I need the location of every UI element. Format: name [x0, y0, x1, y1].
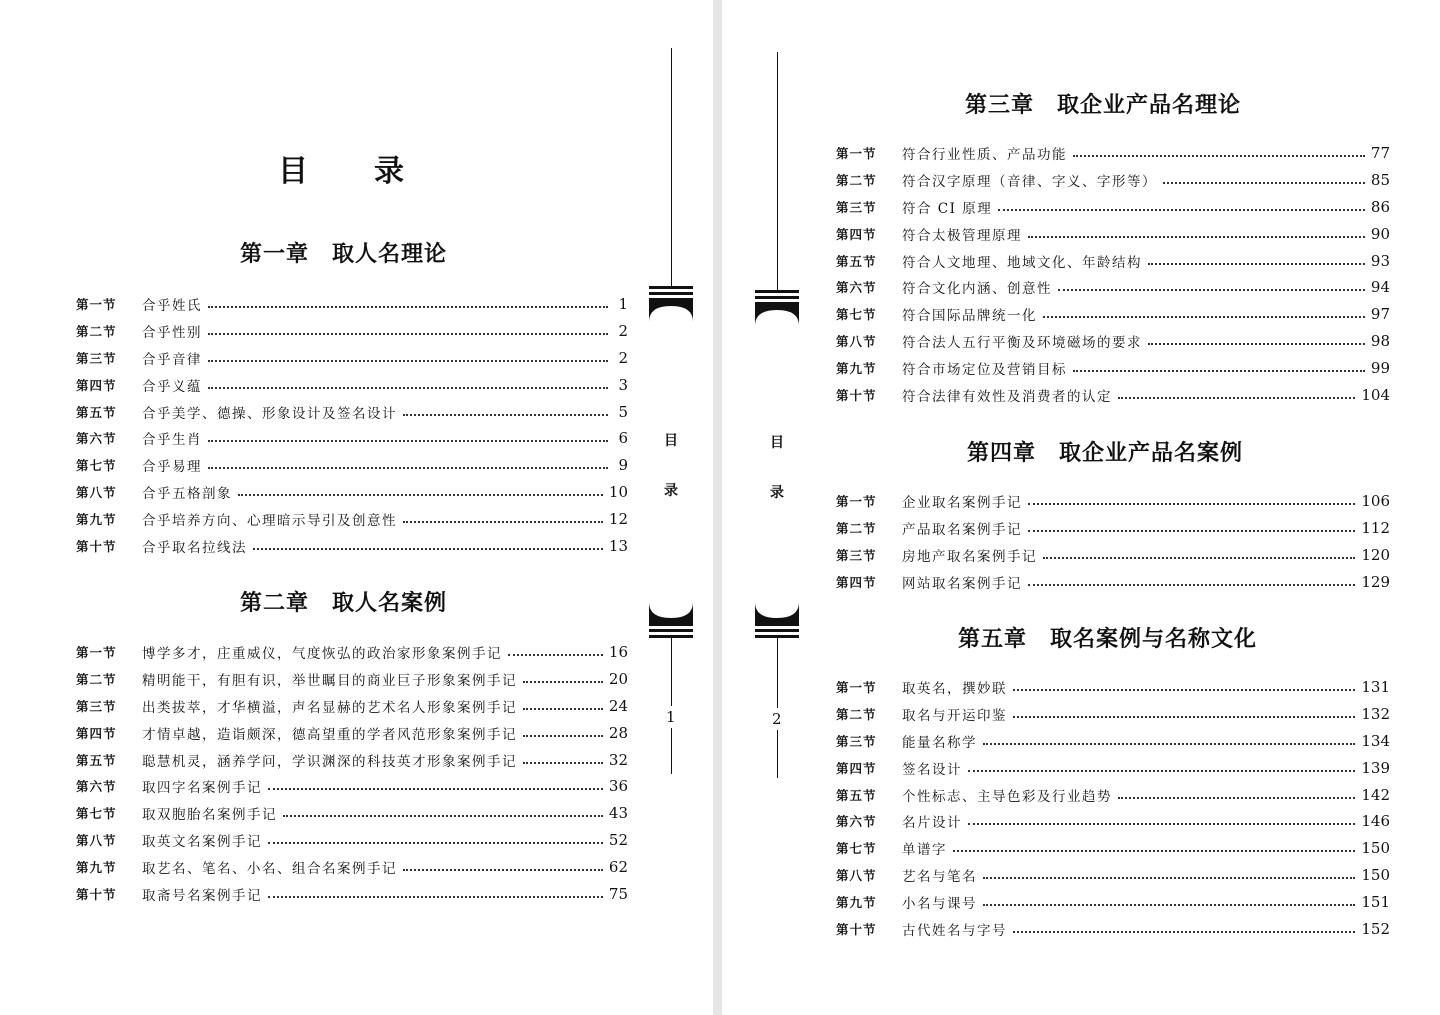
section-page: 90: [1370, 224, 1390, 243]
section-page: 93: [1370, 251, 1390, 270]
section-title: 合乎五格剖象: [142, 485, 232, 502]
section-page: 62: [608, 857, 628, 876]
dot-leader: [1043, 316, 1365, 318]
section-number: 第三节: [76, 698, 117, 714]
section-title: 符合法人五行平衡及环境磁场的要求: [902, 334, 1142, 351]
side-label: 录: [664, 483, 678, 499]
ornament-bracket-top: [754, 290, 800, 326]
dot-leader: [1028, 503, 1355, 505]
toc-list: [76, 639, 628, 907]
section-page: 97: [1370, 305, 1390, 324]
toc-entry: [836, 488, 1390, 515]
toc-entry: [76, 345, 628, 372]
dot-leader: [1148, 263, 1365, 265]
section-title: 合乎音律: [142, 351, 202, 368]
toc-entry: [76, 773, 628, 800]
section-number: 第九节: [76, 859, 117, 875]
toc-entry: [836, 728, 1390, 755]
section-title: 取四字名案例手记: [142, 780, 262, 797]
section-number: 第九节: [836, 894, 877, 910]
chapter-heading: 第五章 取名案例与名称文化: [958, 626, 1258, 652]
section-title: 个性标志、主导色彩及行业趋势: [902, 788, 1112, 805]
section-number: 第三节: [836, 733, 877, 749]
dot-leader: [1058, 289, 1365, 291]
section-page: 28: [608, 723, 628, 742]
section-page: 134: [1361, 731, 1390, 750]
section-page: 6: [618, 429, 628, 448]
dot-leader: [1013, 689, 1355, 691]
dot-leader: [508, 654, 603, 656]
section-number: 第四节: [76, 377, 117, 393]
dot-leader: [1013, 716, 1355, 718]
toc-list: [836, 140, 1390, 408]
toc-entry: [76, 532, 628, 559]
dot-leader: [1073, 155, 1365, 157]
section-page: 94: [1370, 278, 1390, 297]
section-number: 第十节: [76, 538, 117, 554]
section-page: 150: [1361, 839, 1390, 858]
section-title: 符合太极管理原理: [902, 227, 1022, 244]
section-title: 签名设计: [902, 761, 962, 778]
toc-entry: [836, 701, 1390, 728]
section-page: 16: [608, 643, 628, 662]
chapter-heading: 第一章 取人名理论: [240, 241, 448, 267]
section-page: 146: [1361, 812, 1390, 831]
toc-entry: [836, 568, 1390, 595]
dot-leader: [253, 548, 603, 550]
toc-entry: [836, 674, 1390, 701]
toc-entry: [836, 167, 1390, 194]
section-page: 12: [608, 509, 628, 528]
section-number: 第七节: [76, 458, 117, 474]
section-number: 第四节: [836, 760, 877, 776]
section-title: 出类拔萃，才华横溢，声名显赫的艺术名人形象案例手记: [142, 699, 517, 716]
section-title: 企业取名案例手记: [902, 495, 1022, 512]
section-page: 13: [608, 536, 628, 555]
section-number: 第九节: [836, 360, 877, 376]
toc-entry: [76, 425, 628, 452]
section-number: 第六节: [76, 431, 117, 447]
dot-leader: [208, 467, 608, 469]
section-title: 取斋号名案例手记: [142, 887, 262, 904]
section-title: 符合汉字原理（音律、字义、字形等）: [902, 174, 1157, 191]
section-page: 9: [618, 456, 628, 475]
page-number: 2: [772, 710, 782, 728]
toc-entry: [836, 381, 1390, 408]
section-page: 99: [1370, 358, 1390, 377]
section-title: 名片设计: [902, 815, 962, 832]
section-page: 150: [1361, 865, 1390, 884]
toc-entry: [836, 915, 1390, 942]
section-page: 86: [1370, 197, 1390, 216]
section-page: 85: [1370, 171, 1390, 190]
section-page: 75: [608, 884, 628, 903]
section-page: 112: [1361, 519, 1390, 538]
section-number: 第二节: [836, 707, 877, 723]
section-page: 131: [1361, 678, 1390, 697]
section-number: 第八节: [76, 484, 117, 500]
section-page: 106: [1361, 492, 1390, 511]
ornament-bracket-bottom: [754, 602, 800, 638]
section-title: 合乎易理: [142, 459, 202, 476]
dot-leader: [523, 681, 603, 683]
section-number: 第四节: [836, 226, 877, 242]
toc-entry: [76, 666, 628, 693]
section-page: 36: [608, 777, 628, 796]
section-page: 20: [608, 670, 628, 689]
dot-leader: [403, 869, 603, 871]
toc-entry: [836, 274, 1390, 301]
section-page: 98: [1370, 331, 1390, 350]
dot-leader: [983, 743, 1355, 745]
section-title: 精明能干，有胆有识，举世瞩目的商业巨子形象案例手记: [142, 673, 517, 690]
section-title: 合乎培养方向、心理暗示导引及创意性: [142, 512, 397, 529]
section-number: 第二节: [836, 521, 877, 537]
section-number: 第七节: [836, 841, 877, 857]
toc-entry: [76, 505, 628, 532]
section-page: 139: [1361, 758, 1390, 777]
toc-entry: [76, 318, 628, 345]
section-title: 符合法律有效性及消费者的认定: [902, 388, 1112, 405]
dot-leader: [968, 770, 1355, 772]
dot-leader: [268, 896, 603, 898]
section-page: 151: [1361, 892, 1390, 911]
toc-entry: [76, 371, 628, 398]
dot-leader: [208, 360, 608, 362]
section-number: 第五节: [76, 752, 117, 768]
ornament-bracket-top: [648, 286, 694, 322]
section-page: 52: [608, 830, 628, 849]
section-number: 第三节: [836, 547, 877, 563]
section-number: 第六节: [836, 280, 877, 296]
section-number: 第九节: [76, 511, 117, 527]
section-page: 120: [1361, 545, 1390, 564]
dot-leader: [523, 708, 603, 710]
spine-ornament: [648, 0, 696, 1015]
section-page: 43: [608, 804, 628, 823]
section-title: 取名与开运印鉴: [902, 708, 1007, 725]
toc-entry: [836, 194, 1390, 221]
left-page: [0, 0, 713, 1015]
section-number: 第八节: [76, 832, 117, 848]
section-number: 第四节: [76, 725, 117, 741]
section-title: 小名与课号: [902, 895, 977, 912]
toc-entry: [836, 808, 1390, 835]
section-page: 3: [618, 375, 628, 394]
dot-leader: [238, 494, 603, 496]
section-number: 第六节: [836, 814, 877, 830]
toc-entry: [836, 247, 1390, 274]
dot-leader: [1013, 931, 1355, 933]
section-number: 第三节: [76, 350, 117, 366]
dot-leader: [208, 306, 608, 308]
section-page: 132: [1361, 705, 1390, 724]
section-title: 取英名，撰妙联: [902, 681, 1007, 698]
toc-entry: [836, 835, 1390, 862]
dot-leader: [1118, 397, 1355, 399]
section-number: 第四节: [836, 574, 877, 590]
section-page: 129: [1361, 572, 1390, 591]
section-page: 104: [1361, 385, 1390, 404]
dot-leader: [1028, 584, 1355, 586]
toc-entry: [836, 140, 1390, 167]
dot-leader: [208, 440, 608, 442]
toc-entry: [76, 693, 628, 720]
toc-list: [76, 291, 628, 559]
toc-entry: [836, 862, 1390, 889]
dot-leader: [283, 815, 603, 817]
section-number: 第一节: [76, 645, 117, 661]
section-title: 聪慧机灵，涵养学问，学识渊深的科技英才形象案例手记: [142, 753, 517, 770]
toc-entry: [76, 479, 628, 506]
toc-entry: [836, 220, 1390, 247]
chapter-heading: 第二章 取人名案例: [240, 590, 448, 616]
section-number: 第五节: [836, 253, 877, 269]
section-title: 博学多才，庄重威仪，气度恢弘的政治家形象案例手记: [142, 646, 502, 663]
section-title: 符合人文地理、地域文化、年龄结构: [902, 254, 1142, 271]
section-title: 合乎取名拉线法: [142, 539, 247, 556]
section-title: 取艺名、笔名、小名、组合名案例手记: [142, 860, 397, 877]
section-title: 艺名与笔名: [902, 868, 977, 885]
section-number: 第一节: [76, 297, 117, 313]
section-page: 10: [608, 482, 628, 501]
section-title: 古代姓名与字号: [902, 922, 1007, 939]
section-number: 第八节: [836, 867, 877, 883]
dot-leader: [403, 414, 608, 416]
dot-leader: [983, 877, 1355, 879]
section-number: 第十节: [836, 921, 877, 937]
section-page: 5: [618, 402, 628, 421]
section-number: 第一节: [836, 146, 877, 162]
dot-leader: [208, 333, 608, 335]
dot-leader: [208, 387, 608, 389]
dot-leader: [1148, 343, 1365, 345]
dot-leader: [1073, 370, 1365, 372]
section-page: 2: [618, 322, 628, 341]
toc-entry: [76, 746, 628, 773]
toc-entry: [836, 781, 1390, 808]
dot-leader: [523, 735, 603, 737]
section-number: 第五节: [76, 404, 117, 420]
dot-leader: [1028, 236, 1365, 238]
section-title: 符合市场定位及营销目标: [902, 361, 1067, 378]
toc-entry: [836, 542, 1390, 569]
toc-list: [836, 674, 1390, 942]
section-number: 第五节: [836, 787, 877, 803]
chapter-heading: 第四章 取企业产品名案例: [967, 440, 1244, 466]
ornament-bracket-bottom: [648, 602, 694, 638]
toc-entry: [76, 398, 628, 425]
section-page: 152: [1361, 919, 1390, 938]
chapter-heading: 第三章 取企业产品名理论: [965, 92, 1242, 118]
spine-ornament: [754, 0, 802, 1015]
dot-leader: [998, 209, 1365, 211]
dot-leader: [268, 842, 603, 844]
toc-entry: [76, 719, 628, 746]
right-page: [722, 0, 1440, 1015]
section-number: 第三节: [836, 199, 877, 215]
dot-leader: [1118, 797, 1355, 799]
section-number: 第十节: [836, 387, 877, 403]
section-title: 符合 CI 原理: [902, 200, 993, 217]
section-number: 第七节: [836, 307, 877, 323]
section-number: 第八节: [836, 333, 877, 349]
section-title: 符合行业性质、产品功能: [902, 147, 1067, 164]
section-title: 单谱字: [902, 842, 947, 859]
section-title: 合乎姓氏: [142, 298, 202, 315]
section-number: 第二节: [76, 324, 117, 340]
section-title: 产品取名案例手记: [902, 522, 1022, 539]
dot-leader: [403, 521, 603, 523]
dot-leader: [523, 762, 603, 764]
section-page: 24: [608, 696, 628, 715]
toc-entry: [836, 754, 1390, 781]
section-page: 1: [618, 295, 628, 314]
section-number: 第六节: [76, 779, 117, 795]
dot-leader: [1043, 557, 1355, 559]
toc-entry: [76, 452, 628, 479]
section-title: 合乎生肖: [142, 432, 202, 449]
side-label: 目: [770, 435, 784, 451]
dot-leader: [953, 850, 1355, 852]
section-title: 取英文名案例手记: [142, 833, 262, 850]
toc-entry: [76, 880, 628, 907]
section-page: 77: [1370, 144, 1390, 163]
section-title: 合乎美学、德操、形象设计及签名设计: [142, 405, 397, 422]
section-title: 符合文化内涵、创意性: [902, 281, 1052, 298]
section-title: 能量名称学: [902, 734, 977, 751]
section-number: 第十节: [76, 886, 117, 902]
section-page: 32: [608, 750, 628, 769]
dot-leader: [1163, 182, 1365, 184]
section-title: 房地产取名案例手记: [902, 548, 1037, 565]
page-number: 1: [666, 708, 676, 726]
section-number: 第一节: [836, 680, 877, 696]
toc-entry: [836, 301, 1390, 328]
toc-entry: [836, 515, 1390, 542]
toc-entry: [76, 827, 628, 854]
toc-entry: [836, 328, 1390, 355]
dot-leader: [968, 823, 1355, 825]
toc-entry: [836, 354, 1390, 381]
section-number: 第二节: [836, 173, 877, 189]
section-title: 才情卓越，造诣颇深，德高望重的学者风范形象案例手记: [142, 726, 517, 743]
dot-leader: [983, 904, 1355, 906]
side-label: 录: [770, 485, 784, 501]
section-title: 合乎性别: [142, 325, 202, 342]
section-number: 第一节: [836, 494, 877, 510]
ornament-line: [777, 52, 778, 292]
side-label: 目: [664, 433, 678, 449]
dot-leader: [268, 788, 603, 790]
toc-entry: [76, 853, 628, 880]
section-title: 合乎义蕴: [142, 378, 202, 395]
dot-leader: [1028, 530, 1355, 532]
toc-entry: [76, 291, 628, 318]
toc-entry: [76, 800, 628, 827]
section-title: 网站取名案例手记: [902, 575, 1022, 592]
section-number: 第七节: [76, 806, 117, 822]
toc-list: [836, 488, 1390, 595]
ornament-line: [671, 48, 672, 288]
section-title: 符合国际品牌统一化: [902, 308, 1037, 325]
section-title: 取双胞胎名案例手记: [142, 807, 277, 824]
section-number: 第二节: [76, 672, 117, 688]
section-page: 142: [1361, 785, 1390, 804]
toc-entry: [836, 888, 1390, 915]
page-title: 目 录: [278, 154, 406, 189]
section-page: 2: [618, 348, 628, 367]
toc-entry: [76, 639, 628, 666]
